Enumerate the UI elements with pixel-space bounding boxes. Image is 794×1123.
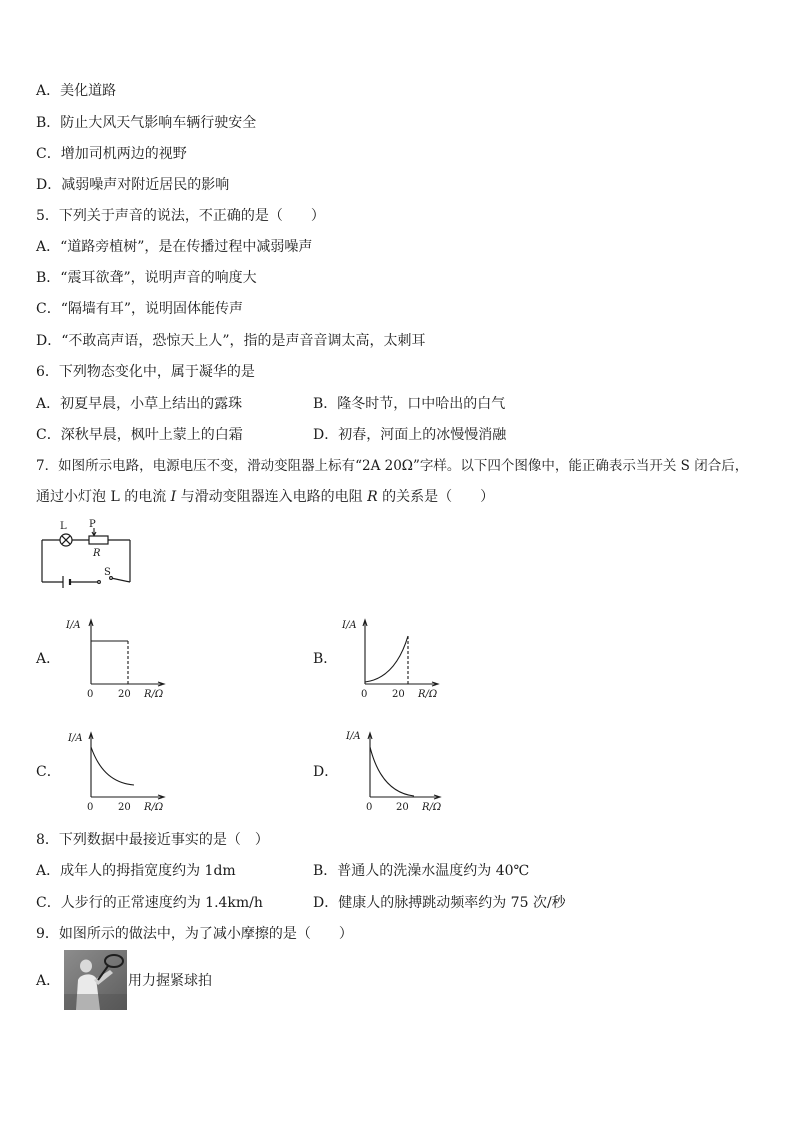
q9-stem: 9．如图所示的做法中，为了减小摩擦的是（ ）: [36, 926, 353, 942]
switch-label: S: [104, 567, 111, 578]
q4-option-b: B．防止大风天气影响车辆行驶安全: [36, 115, 257, 131]
q7-resistance-symbol: R: [367, 489, 378, 505]
q5-option-a: A．“道路旁植树”，是在传播过程中减弱噪声: [36, 239, 313, 255]
q7-circuit-diagram: [36, 518, 136, 590]
q6-stem: 6．下列物态变化中，属于凝华的是: [36, 364, 255, 380]
q7-option-d-letter: D．: [313, 764, 339, 780]
graph-b-xlabel: R/Ω: [418, 689, 438, 700]
q8-option-a: A．成年人的拇指宽度约为 1dm: [36, 863, 236, 879]
q9-option-a-text: 用力握紧球拍: [128, 973, 212, 989]
q7-option-b-letter: B．: [313, 651, 338, 667]
graph-c-xlabel: R/Ω: [144, 802, 164, 813]
q6-option-b: B．隆冬时节，口中哈出的白气: [313, 396, 506, 412]
graph-c-ylabel: I/A: [68, 733, 83, 744]
q9-option-a-photo: [64, 950, 127, 1010]
slider-label: P: [89, 519, 96, 530]
q5-option-d: D．“不敢高声语，恐惊天上人”，指的是声音音调太高，太刺耳: [36, 333, 426, 349]
q6-option-d: D．初春，河面上的冰慢慢消融: [313, 427, 507, 443]
q8-stem: 8．下列数据中最接近事实的是（ ）: [36, 832, 269, 848]
graph-d-tick-20: 20: [396, 802, 409, 813]
q4-option-d: D．减弱噪声对附近居民的影响: [36, 177, 230, 193]
q7-stem-part1: 通过小灯泡 L 的电流: [36, 489, 171, 505]
graph-d-tick-0: 0: [366, 802, 373, 813]
q7-option-a-letter: A．: [36, 651, 61, 667]
graph-a-xlabel: R/Ω: [144, 689, 164, 700]
graph-b-ylabel: I/A: [342, 620, 357, 631]
battery-symbol: [63, 576, 70, 588]
q9-option-a-letter: A．: [36, 973, 61, 989]
graph-a-tick-20: 20: [118, 689, 131, 700]
rheostat-label: R: [93, 548, 101, 559]
q7-graph-b: [336, 614, 451, 704]
graph-d-xlabel: R/Ω: [422, 802, 442, 813]
lamp-label: L: [60, 521, 67, 532]
q7-graph-a: [62, 614, 177, 704]
q7-stem-line2: [36, 487, 494, 507]
q7-graph-d: [316, 727, 451, 817]
q7-stem-part3: 的关系是（ ）: [377, 489, 495, 505]
graph-b-tick-20: 20: [392, 689, 405, 700]
q8-option-c: C．人步行的正常速度约为 1.4km/h: [36, 895, 263, 911]
q5-option-b: B．“震耳欲聋”，说明声音的响度大: [36, 270, 257, 286]
q5-option-c: C．“隔墙有耳”，说明固体能传声: [36, 301, 244, 317]
q6-option-c: C．深秋早晨，枫叶上蒙上的白霜: [36, 427, 243, 443]
q7-stem-line1: 7．如图所示电路，电源电压不变，滑动变阻器上标有“2A 20Ω”字样。以下四个图像中，能正确表示当开关 S 闭合后，: [36, 458, 749, 474]
graph-d-ylabel: I/A: [346, 731, 361, 742]
q4-option-c: C．增加司机两边的视野: [36, 146, 187, 162]
q4-option-a: A．美化道路: [36, 83, 117, 99]
q7-option-c-letter: C．: [36, 764, 61, 780]
graph-c-tick-20: 20: [118, 802, 131, 813]
q7-current-symbol: I: [170, 489, 177, 505]
lamp-symbol: [60, 534, 72, 546]
graph-c-tick-0: 0: [87, 802, 94, 813]
q6-option-a: A．初夏早晨，小草上结出的露珠: [36, 396, 243, 412]
graph-b-tick-0: 0: [361, 689, 368, 700]
q7-stem-part2: 与滑动变阻器连入电路的电阻: [176, 489, 368, 505]
q7-graph-c: [62, 727, 177, 817]
graph-a-tick-0: 0: [87, 689, 94, 700]
graph-a-ylabel: I/A: [66, 620, 81, 631]
q8-option-b: B．普通人的洗澡水温度约为 40℃: [313, 863, 530, 879]
rheostat-symbol: [89, 536, 108, 544]
q5-stem: 5．下列关于声音的说法，不正确的是（ ）: [36, 208, 325, 224]
q8-option-d: D．健康人的脉搏跳动频率约为 75 次/秒: [313, 895, 566, 911]
